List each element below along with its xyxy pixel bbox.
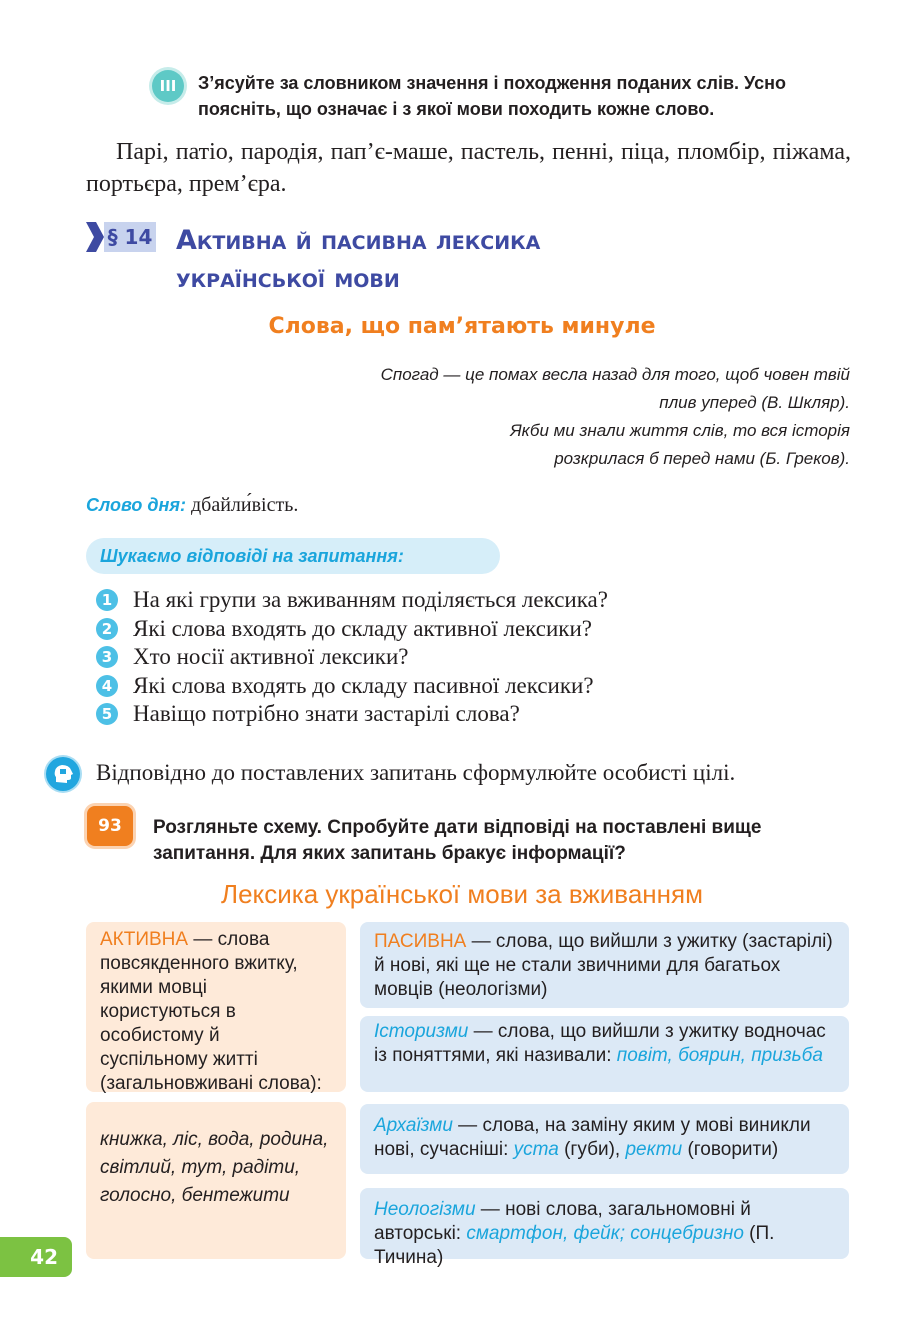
chevron-right-icon <box>86 222 104 252</box>
active-term: АКТИВНА <box>100 929 189 950</box>
epigraph-line: Якби ми знали життя слів, то вся історія <box>510 421 850 440</box>
questions-header-label: Шукаємо відповіді на запитання: <box>100 546 404 566</box>
neologisms-box <box>360 1188 849 1268</box>
epigraph-line: розкрилася б перед нами (Б. Греков). <box>554 449 850 468</box>
questions-list <box>96 586 856 729</box>
archaism-example: ректи <box>625 1139 683 1160</box>
list-item <box>96 700 856 729</box>
number-badge: 5 <box>96 703 118 725</box>
epigraph-line: плив уперед (В. Шкляр). <box>659 393 850 412</box>
word-of-day-label: Слово дня: <box>86 495 186 515</box>
active-definition: — слова повсякденного вжитку, якими мовці користуються в особистому й суспільному житті (загальновживані слова): <box>100 929 322 1094</box>
section-subtitle: Слова, що пам’ятають минуле <box>268 314 656 339</box>
exercise-instruction: Розгляньте схему. Спробуйте дати відповіді на поставлені вище запитання. Для яких запитань бракує інформації? <box>153 817 762 864</box>
question-text: На які групи за вживанням поділяється лексика? <box>133 587 608 613</box>
archaisms-box <box>360 1104 849 1174</box>
epigraph <box>260 361 850 473</box>
number-badge: 1 <box>96 589 118 611</box>
task-instruction: З’ясуйте за словником значення і походження поданих слів. Усно поясніть, що означає і з якої мови походить кожне слово. <box>198 73 786 119</box>
historisms-box <box>360 1016 849 1092</box>
scheme-title: Лексика української мови за вживанням <box>221 879 703 909</box>
goal-instruction: Відповідно до поставлених запитань сформулюйте особисті цілі. <box>96 760 736 785</box>
puzzle-head-icon-graphic <box>46 757 80 791</box>
list-item <box>96 643 856 672</box>
passive-vocab-box <box>360 922 849 1008</box>
active-examples-box <box>86 1102 346 1259</box>
archaism-gloss: (губи), <box>558 1139 626 1160</box>
historisms-definition: — слова, що вийшли з ужитку водночас із поняттями, які називали: <box>374 1021 826 1066</box>
archaism-gloss: (говорити) <box>682 1139 779 1160</box>
archaisms-definition: — слова, на заміну яким у мові виникли нові, сучасніші: <box>374 1115 811 1160</box>
neologisms-definition: — нові слова, загальномовні й авторські: <box>374 1199 751 1244</box>
paragraph-title <box>176 222 776 298</box>
neologisms-author: (П. Тичина) <box>374 1223 775 1268</box>
list-item <box>96 586 856 615</box>
question-text: Які слова входять до складу пасивної лексики? <box>133 672 594 698</box>
question-text: Які слова входять до складу активної лексики? <box>133 615 592 641</box>
word-list: Парі, патіо, пародія, пап’є-маше, пастель, пенні, піца, пломбір, піжама, портьєра, прем’єра. <box>86 139 851 197</box>
historisms-examples: повіт, боярин, призьба <box>616 1045 823 1066</box>
questions-header <box>86 538 500 574</box>
passive-term: ПАСИВНА <box>374 931 467 952</box>
list-item <box>96 615 856 644</box>
archaisms-term: Архаїзми <box>374 1115 453 1136</box>
neologisms-examples: смартфон, фейк; сонцебризно <box>466 1223 744 1244</box>
active-examples: книжка, ліс, вода, родина, світлий, тут, радіти, голосно, бентежити <box>100 1129 329 1206</box>
archaism-example: уста <box>513 1139 559 1160</box>
list-item <box>96 672 856 701</box>
word-of-day <box>86 491 298 519</box>
historisms-term: Історизми <box>374 1021 469 1042</box>
neologisms-term: Неологізми <box>374 1199 476 1220</box>
question-text: Навіщо потрібно знати застарілі слова? <box>133 701 520 727</box>
paragraph-marker <box>86 222 156 252</box>
word-of-day-word: дбайли́вість. <box>190 494 299 516</box>
paragraph-title-line1: Активна й пасивна лексика <box>176 225 541 256</box>
task-marker-icon: III <box>152 70 184 102</box>
epigraph-line: Спогад — це помах весла назад для того, щоб човен твій <box>380 365 850 384</box>
number-badge: 3 <box>96 646 118 668</box>
number-badge: 4 <box>96 675 118 697</box>
active-vocab-box <box>86 922 346 1092</box>
puzzle-head-icon <box>46 757 80 791</box>
paragraph-number: § 14 <box>104 222 156 252</box>
page-number: 42 <box>0 1237 72 1277</box>
exercise-number: 93 <box>87 806 133 846</box>
question-text: Хто носії активної лексики? <box>133 644 409 670</box>
paragraph-title-line2: української мови <box>176 263 400 294</box>
number-badge: 2 <box>96 618 118 640</box>
passive-definition: — слова, що вийшли з ужитку (застарілі) й нові, які ще не стали звичними для багатьох мовців (неологізми) <box>374 931 833 1000</box>
